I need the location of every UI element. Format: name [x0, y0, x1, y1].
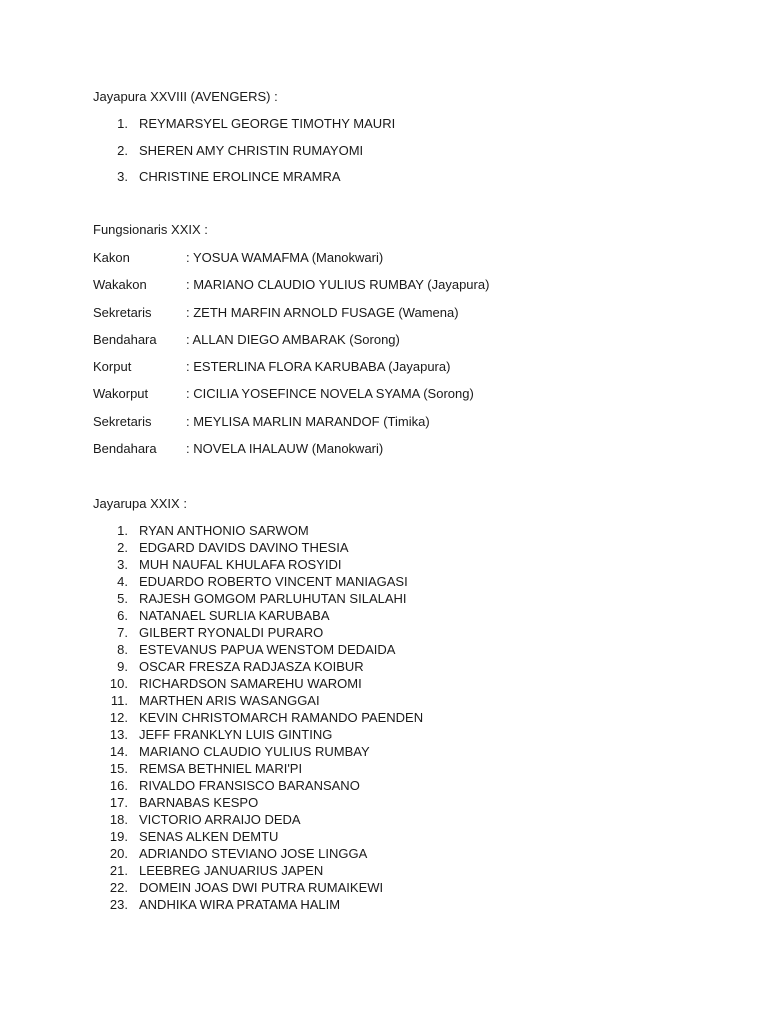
item-name: ESTEVANUS PAPUA WENSTOM DEDAIDA [139, 642, 396, 657]
item-name: RICHARDSON SAMAREHU WAROMI [139, 676, 362, 691]
item-number: 13. [109, 727, 128, 742]
section-heading-jayapura-xxviii: Jayapura XXVIII (AVENGERS) : [93, 89, 278, 104]
item-name: REYMARSYEL GEORGE TIMOTHY MAURI [139, 116, 396, 131]
item-name: NATANAEL SURLIA KARUBABA [139, 608, 330, 623]
item-name: LEEBREG JANUARIUS JAPEN [139, 863, 324, 878]
officer-name: : YOSUA WAMAFMA (Manokwari) [186, 250, 384, 265]
item-name: RIVALDO FRANSISCO BARANSANO [139, 778, 360, 793]
officer-name: : MEYLISA MARLIN MARANDOF (Timika) [186, 413, 430, 429]
item-name: RAJESH GOMGOM PARLUHUTAN SILALAHI [139, 591, 407, 606]
item-number: 18. [109, 812, 128, 827]
item-number: 11. [110, 693, 128, 708]
item-name: MARIANO CLAUDIO YULIUS RUMBAY [139, 744, 370, 759]
officer-role: Wakakon [93, 277, 147, 293]
officer-name: : ZETH MARFIN ARNOLD FUSAGE (Wamena) [186, 304, 459, 320]
item-number: 1. [117, 523, 128, 538]
officer-role: Sekretaris [93, 304, 152, 320]
item-number: 17. [109, 795, 128, 810]
item-number: 6. [117, 608, 128, 623]
officer-role: Wakorput [93, 386, 149, 402]
item-number: 4. [117, 574, 128, 589]
item-name: SHEREN AMY CHRISTIN RUMAYOMI [139, 142, 364, 158]
item-name: BARNABAS KESPO [139, 795, 259, 810]
officer-name: : MARIANO CLAUDIO YULIUS RUMBAY (Jayapura) [186, 277, 490, 293]
item-number: 19. [109, 829, 128, 844]
item-name: JEFF FRANKLYN LUIS GINTING [139, 727, 333, 742]
officer-role: Bendahara [93, 441, 157, 457]
officer-role: Sekretaris [93, 413, 152, 429]
officer-name: : CICILIA YOSEFINCE NOVELA SYAMA (Sorong) [186, 386, 474, 402]
item-name: OSCAR FRESZA RADJASZA KOIBUR [139, 659, 364, 674]
item-number: 14. [109, 744, 128, 759]
item-number: 8. [117, 642, 128, 657]
item-name: SENAS ALKEN DEMTU [139, 829, 279, 844]
item-name: EDGARD DAVIDS DAVINO THESIA [139, 540, 349, 555]
officer-name: : NOVELA IHALAUW (Manokwari) [186, 441, 384, 457]
item-name: GILBERT RYONALDI PURARO [139, 625, 324, 640]
item-number: 7. [117, 625, 128, 640]
item-number: 10. [109, 676, 128, 691]
item-number: 1. [117, 116, 128, 131]
item-number: 20. [109, 846, 128, 861]
item-name: RYAN ANTHONIO SARWOM [139, 523, 309, 538]
item-name: ANDHIKA WIRA PRATAMA HALIM [139, 897, 341, 912]
item-number: 5. [117, 591, 128, 606]
item-number: 23. [109, 897, 128, 912]
item-name: REMSA BETHNIEL MARI'PI [139, 761, 303, 776]
item-number: 2. [117, 540, 128, 555]
item-name: MUH NAUFAL KHULAFA ROSYIDI [139, 557, 342, 572]
item-number: 16. [109, 778, 128, 793]
item-number: 12. [109, 710, 128, 725]
item-number: 2. [117, 142, 128, 158]
item-number: 3. [117, 557, 128, 572]
item-name: ADRIANDO STEVIANO JOSE LINGGA [139, 846, 368, 861]
section-heading-fungsionaris: Fungsionaris XXIX : [93, 222, 208, 237]
item-number: 3. [117, 169, 128, 184]
officer-role: Kakon [93, 250, 130, 265]
officer-name: : ALLAN DIEGO AMBARAK (Sorong) [186, 331, 400, 347]
item-name: EDUARDO ROBERTO VINCENT MANIAGASI [139, 574, 408, 589]
item-name: DOMEIN JOAS DWI PUTRA RUMAIKEWI [139, 880, 384, 895]
officer-role: Bendahara [93, 331, 157, 347]
item-name: VICTORIO ARRAIJO DEDA [139, 812, 301, 827]
item-name: KEVIN CHRISTOMARCH RAMANDO PAENDEN [139, 710, 424, 725]
item-number: 22. [109, 880, 128, 895]
item-name: CHRISTINE EROLINCE MRAMRA [139, 169, 341, 184]
item-number: 9. [117, 659, 128, 674]
officer-name: : ESTERLINA FLORA KARUBABA (Jayapura) [186, 359, 451, 375]
item-number: 21. [109, 863, 128, 878]
item-number: 15. [109, 761, 128, 776]
officer-role: Korput [93, 359, 132, 375]
item-name: MARTHEN ARIS WASANGGAI [139, 693, 320, 708]
section-heading-jayarupa-xxix: Jayarupa XXIX : [93, 496, 187, 511]
